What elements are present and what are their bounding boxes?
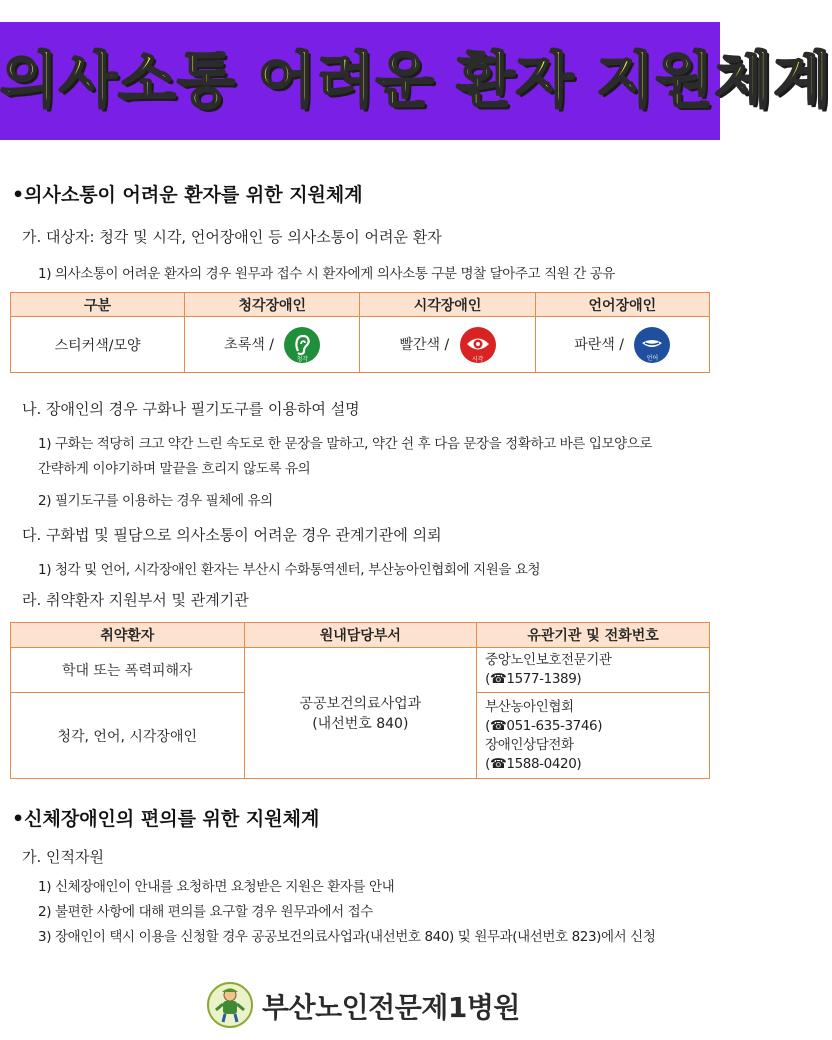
section1-d-title: 라. 취약환자 지원부서 및 관계기관	[22, 591, 249, 609]
table2-header: 원내담당부서	[244, 623, 477, 648]
section2-a-title: 가. 인적자원	[22, 848, 104, 866]
title-banner	[0, 22, 832, 140]
vision-icon-label: 시각	[471, 355, 484, 363]
mouth-icon	[634, 327, 670, 363]
sticker-table	[10, 292, 710, 373]
org2-name: 부산농아인협회	[485, 698, 574, 715]
section1-a-title: 가. 대상자: 청각 및 시각, 언어장애인 등 의사소통이 어려운 환자	[22, 228, 442, 246]
dept-name: 공공보건의료사업과	[299, 696, 422, 712]
section1-b-item2: 2) 필기도구를 이용하는 경우 필체에 유의	[38, 493, 273, 509]
section2-a-item3: 3) 장애인이 택시 이용을 신청할 경우 공공보건의료사업과(내선번호 840) 및 원무과(내선번호 823)에서 신청	[38, 929, 656, 945]
table2-org-abuse	[477, 648, 710, 693]
dept-extension: (내선번호 840)	[312, 716, 409, 732]
section1-heading: •의사소통이 어려운 환자를 위한 지원체계	[12, 184, 363, 206]
table1-header: 시각장애인	[360, 293, 535, 317]
org3-phone: (☎1588-0420)	[485, 755, 582, 772]
table2-header: 취약환자	[11, 623, 245, 648]
hearing-color-text: 초록색 /	[224, 336, 274, 353]
table1-cell-vision	[360, 317, 535, 373]
table2-header: 유관기관 및 전화번호	[477, 623, 710, 648]
table1-header: 언어장애인	[535, 293, 709, 317]
org3-name: 장애인상담전화	[485, 736, 574, 753]
table2-patient-disabled: 청각, 언어, 시각장애인	[11, 693, 245, 779]
org2-phone: (☎051-635-3746)	[485, 717, 603, 734]
hospital-name: 부산노인전문제1병원	[262, 991, 520, 1024]
table1-cell-speech	[535, 317, 709, 373]
hearing-icon-label: 청각	[296, 355, 309, 363]
section1-c-item1: 1) 청각 및 언어, 시각장애인 환자는 부산시 수화통역센터, 부산농아인협회에 지원을 요청	[38, 562, 541, 578]
table1-header: 구분	[11, 293, 185, 317]
table2-patient-abuse: 학대 또는 폭력피해자	[11, 648, 245, 693]
table2-org-disabled	[477, 693, 710, 779]
section2-a-item2: 2) 불편한 사항에 대해 편의를 요구할 경우 원무과에서 접수	[38, 904, 373, 920]
section1-b-title: 나. 장애인의 경우 구화나 필기도구를 이용하여 설명	[22, 400, 360, 418]
section1-c-title: 다. 구화법 및 필담으로 의사소통이 어려운 경우 관계기관에 의뢰	[22, 526, 442, 544]
section2-a-item1: 1) 신체장애인이 안내를 요청하면 요청받은 지원은 환자를 안내	[38, 879, 395, 895]
hospital-mascot-logo	[207, 982, 253, 1028]
table1-cell-hearing	[185, 317, 360, 373]
support-table	[10, 622, 710, 779]
table1-row-label: 스티커색/모양	[11, 317, 185, 373]
speech-color-text: 파란색 /	[574, 336, 624, 353]
section1-b-item1-line1: 1) 구화는 적당히 크고 약간 느린 속도로 한 문장을 말하고, 약간 쉰 후 다음 문장을 정확하고 바른 입모양으로	[38, 436, 653, 452]
vision-color-text: 빨간색 /	[399, 336, 450, 353]
eye-icon	[460, 327, 496, 363]
table2-department	[244, 648, 477, 779]
table1-header: 청각장애인	[185, 293, 360, 317]
page-title: 의사소통 어려운 환자 지원체계	[0, 46, 832, 116]
speech-icon-label: 언어	[646, 354, 659, 362]
section1-a-item1: 1) 의사소통이 어려운 환자의 경우 원무과 접수 시 환자에게 의사소통 구분 명찰 달아주고 직원 간 공유	[38, 266, 616, 282]
section2-heading: •신체장애인의 편의를 위한 지원체계	[12, 808, 320, 830]
section1-b-item1-line2: 간략하게 이야기하며 말끝을 흐리지 않도록 유의	[38, 461, 311, 477]
org1-name: 중앙노인보호전문기관	[485, 652, 612, 668]
ear-icon	[284, 327, 320, 363]
org1-phone: (☎1577-1389)	[485, 671, 582, 687]
